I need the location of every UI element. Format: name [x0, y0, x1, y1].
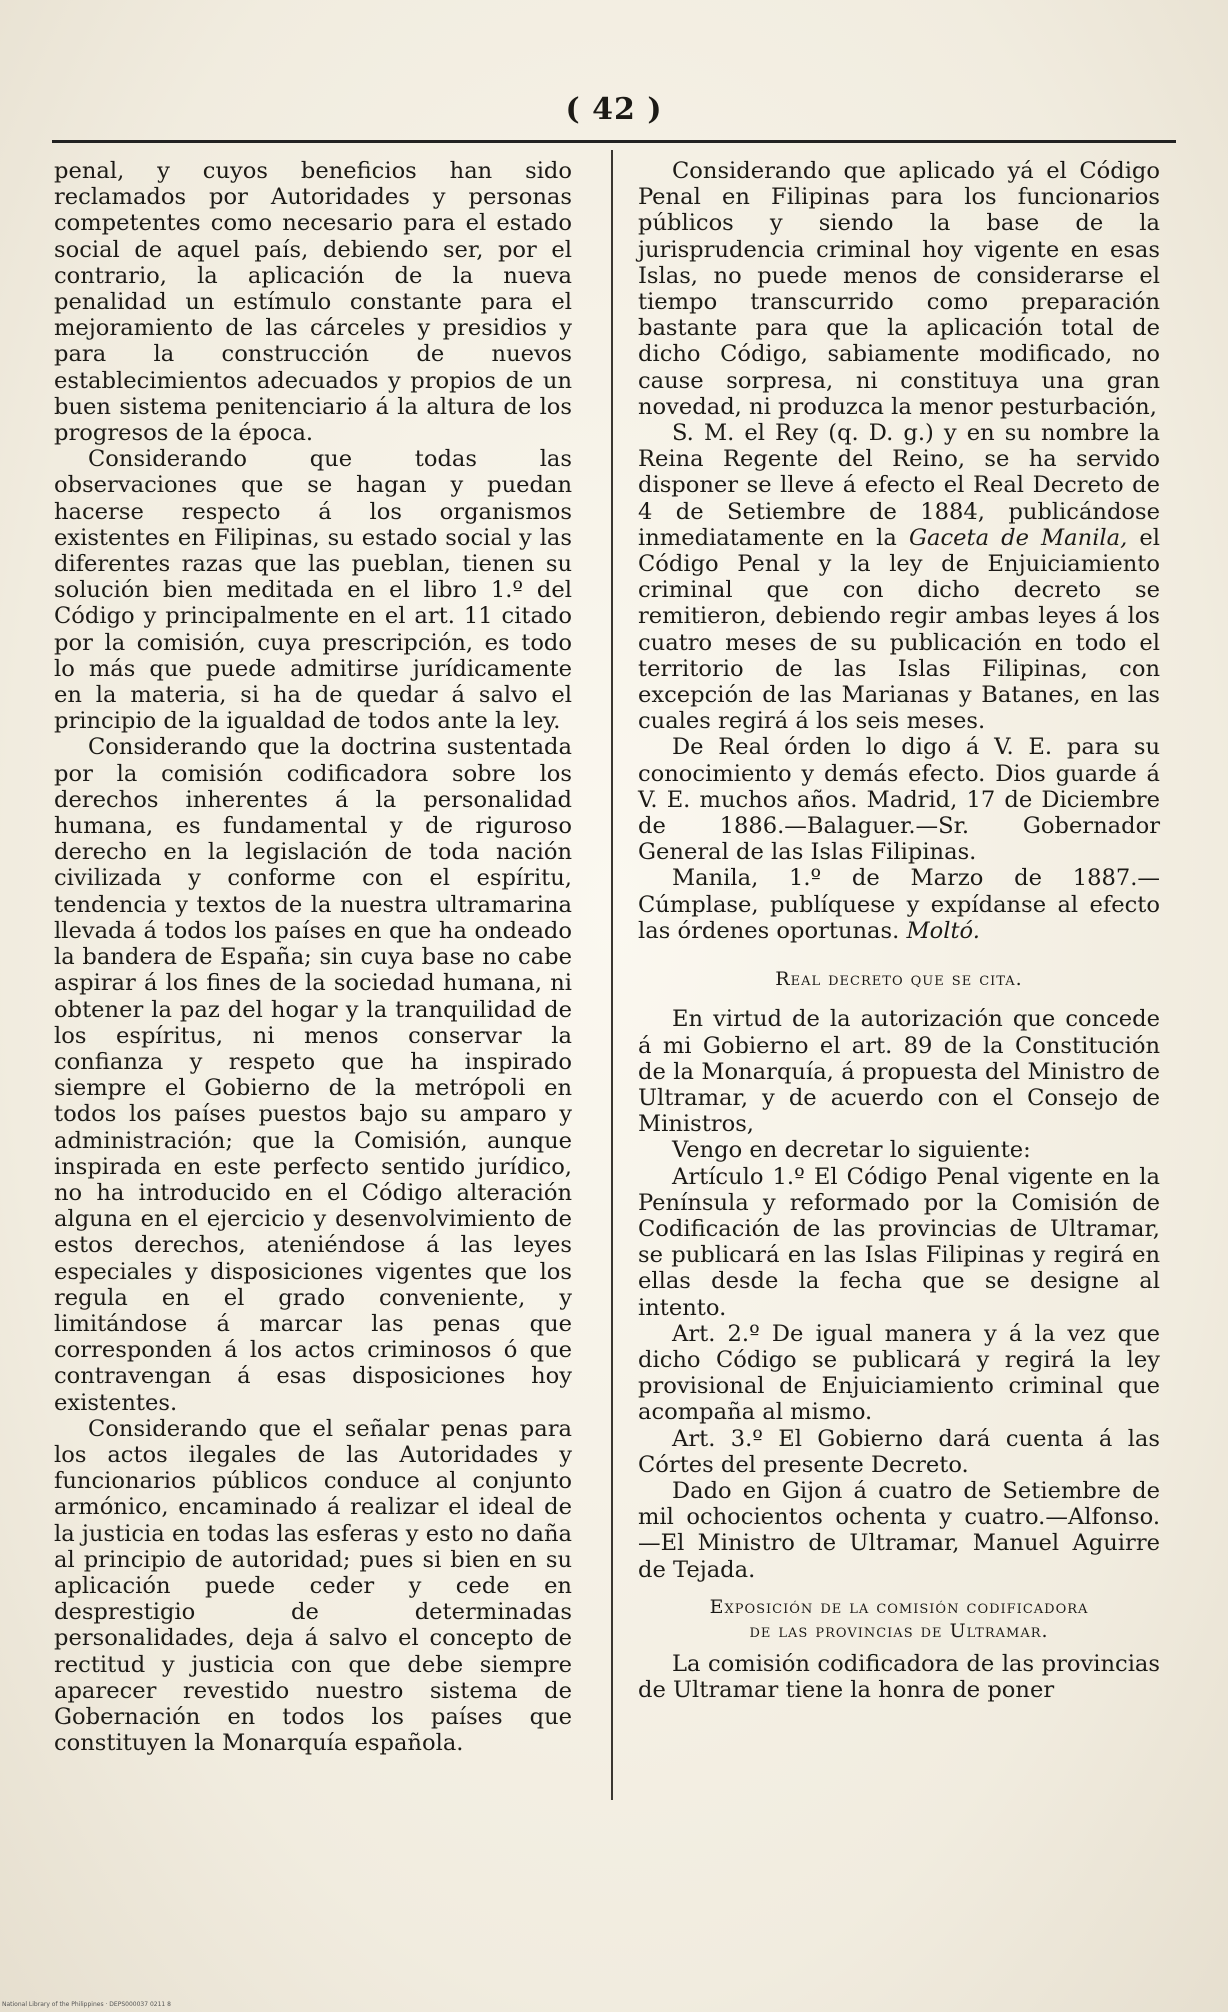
- decree-heading: Real decreto que se cita.: [775, 968, 1023, 991]
- footer-credit: National Library of the Philippines · DEPS000037 0211 8: [2, 2001, 171, 2008]
- exposition-heading: [638, 1595, 1160, 1643]
- right-paragraph-4: [638, 865, 1160, 944]
- left-paragraph-2: Considerando que todas las observaciones que se hagan y puedan hacerse respecto á los organismos existentes en Filipinas, su estado social y las diferentes razas que las pueblan, tienen su solución bien meditada en el libro 1.º del Código y principalmente en el art. 11 citado por la comisión, cuya prescripción, es todo lo más que puede admitirse jurídicamente en la materia, si ha de quedar á salvo el principio de la igualdad de todos ante la ley.: [54, 446, 572, 735]
- left-paragraph-3: Considerando que la doctrina sustentada por la comisión codificadora sobre los derechos inherentes á la personalidad humana, es fundamental y de riguroso derecho en la legislación de toda nación civilizada y conforme con el espíritu, tendencia y textos de la nuestra ultramarina llevada á todos los países en que ha ondeado la bandera de España; sin cuya base no cabe aspirar á los fines de la sociedad humana, ni obtener la paz del hogar y la tranquilidad de los espíritus, ni menos conservar la confianza y respeto que ha inspirado siempre el Gobierno de la metrópoli en todos los países puestos bajo su amparo y administración; que la Comisión, aunque inspirada en este perfecto sentido jurídico, no ha introducido en el Código alteración alguna en el ejercicio y desenvolvimiento de estos derechos, ateniéndose á las leyes especiales y disposiciones vigentes que los regula en el grado conveniente, y limitándose á marcar las penas que corresponden á los actos criminosos ó que contravengan á esas disposiciones hoy existentes.: [54, 734, 572, 1416]
- column-divider: [611, 150, 613, 1800]
- right-paragraph-3: De Real órden lo digo á V. E. para su conocimiento y demás efecto. Dios guarde á V. E. muchos años. Madrid, 17 de Diciembre de 1886.—Balaguer.—Sr. Gobernador General de las Islas Filipinas.: [638, 734, 1160, 866]
- page-number: ( 42 ): [565, 92, 663, 127]
- decree-article-2: Art. 2.º De igual manera y á la vez que dicho Código se publicará y regirá la ley provisional de Enjuiciamiento criminal que acompaña al mismo.: [638, 1320, 1160, 1426]
- decree-closing: Dado en Gijon á cuatro de Setiembre de mil ochocientos ochenta y cuatro.—Alfonso.—El Ministro de Ultramar, Manuel Aguirre de Tejada.: [638, 1477, 1160, 1583]
- decree-article-1: Artículo 1.º El Código Penal vigente en la Península y reformado por la Comisión de Codificación de las provincias de Ultramar, se publicará en las Islas Filipinas y regirá en ellas desde la fecha que se designe al intento.: [638, 1163, 1160, 1321]
- exposition-heading-line-1: Exposición de la comisión codificadora: [709, 1595, 1089, 1618]
- right-paragraph-2-text-a: S. M. el Rey (q. D. g.) y en su nombre la Reina Regente del Reino, se ha servido disponer se lleve á efecto el Real Decreto de 4 de Setiembre de 1884, publicándose inmediatamente en la: [638, 420, 1160, 551]
- decree-paragraph-2: Vengo en decretar lo siguiente:: [672, 1137, 1031, 1164]
- decree-article-3: Art. 3.º El Gobierno dará cuenta á las Córtes del presente Decreto.: [638, 1425, 1160, 1478]
- header-rule: [52, 140, 1176, 143]
- right-paragraph-1: Considerando que aplicado yá el Código Penal en Filipinas para los funcionarios públicos y siendo la base de la jurisprudencia criminal hoy vigente en esas Islas, no puede menos de considerarse el tiempo transcurrido como preparación bastante para que la aplicación total de dicho Código, sabiamente modificado, no cause sorpresa, ni constituya una gran novedad, ni produzca la menor pesturbación,: [638, 158, 1160, 420]
- exposition-paragraph-1: La comisión codificadora de las provincias de Ultramar tiene la honra de poner: [638, 1650, 1160, 1703]
- left-column: [54, 158, 572, 1756]
- exposition-heading-line-2: de las provincias de Ultramar.: [749, 1619, 1049, 1642]
- left-paragraph-1: penal, y cuyos beneficios han sido reclamados por Autoridades y personas competentes como necesario para el estado social de aquel país, debiendo ser, por el contrario, la aplicación de la nueva penalidad un estímulo constante para el mejoramiento de las cárceles y presidios y para la construcción de nuevos establecimientos adecuados y propios de un buen sistema penitenciario á la altura de los progresos de la época.: [54, 158, 572, 447]
- left-paragraph-4: Considerando que el señalar penas para los actos ilegales de las Autoridades y funcionarios públicos conduce al conjunto armónico, encaminado á realizar el ideal de la justicia en todas las esferas y esto no daña al principio de autoridad; pues si bien en su aplicación puede ceder y cede en desprestigio de determinadas personalidades, deja á salvo el concepto de rectitud y justicia con que debe siempre aparecer revestido nuestro sistema de Gobernación en todos los países que constituyen la Monarquía española.: [54, 1415, 572, 1757]
- right-paragraph-4-text: Manila, 1.º de Marzo de 1887.—Cúmplase, publíquese y expídanse al efecto las órdenes oportunas.: [638, 865, 1160, 944]
- signature: Moltó.: [906, 917, 980, 944]
- right-column: [638, 158, 1160, 1703]
- right-paragraph-2: [638, 420, 1160, 734]
- decree-paragraph-1: En virtud de la autorización que concede á mi Gobierno el art. 89 de la Constitución de la Monarquía, á propuesta del Ministro de Ultramar, y de acuerdo con el Consejo de Ministros,: [638, 1006, 1160, 1138]
- gazette-title: Gaceta de Manila,: [908, 524, 1128, 551]
- right-paragraph-2-text-b: el Código Penal y la ley de Enjuiciamiento criminal que con dicho decreto se remitieron, debiendo regir ambas leyes á los cuatro meses de su publicación en todo el territorio de las Islas Filipinas, con excepción de las Marianas y Batanes, en las cuales regirá á los seis meses.: [638, 524, 1160, 735]
